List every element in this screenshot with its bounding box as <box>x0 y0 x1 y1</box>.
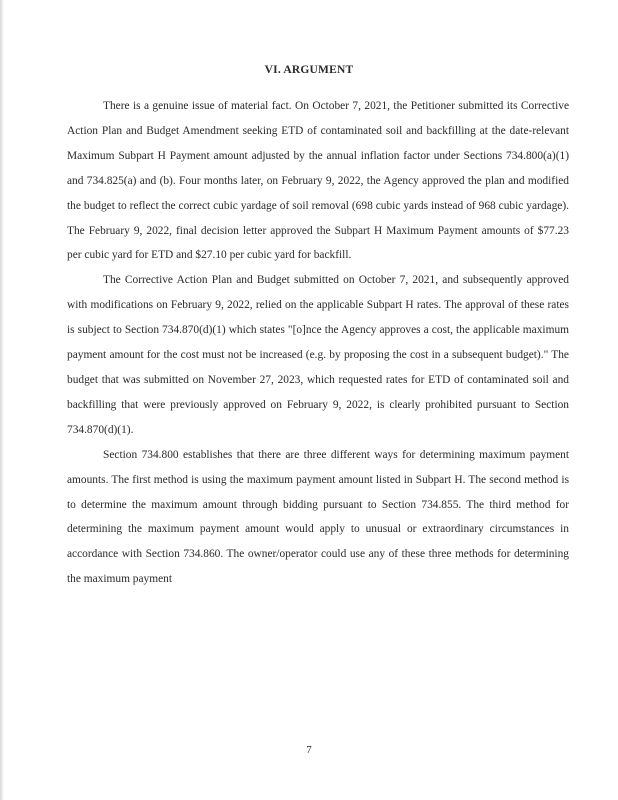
section-heading: VI. ARGUMENT <box>264 64 354 76</box>
page-number: 7 <box>306 744 312 756</box>
paragraph-genuine-issue: There is a genuine issue of material fact. On October 7, 2021, the Petitioner submitted its Corrective Action Plan and Budget Amendment seeking ETD of contaminated soil and backfilling at the date-relevant Maximum Subpart H Payment amount adjusted by the annual inflation factor under Sections 734.800(a)(1) and 734.825(a) and (b). Four months later, on February 9, 2022, the Agency approved the plan and modified the budget to reflect the correct cubic yardage of soil removal (698 cubic yards instead of 968 cubic yardage). The February 9, 2022, final decision letter approved the Subpart H Maximum Payment amounts of $77.23 per cubic yard for ETD and $27.10 per cubic yard for backfill. <box>67 100 569 262</box>
paragraph-corrective-action-plan: The Corrective Action Plan and Budget submitted on October 7, 2021, and subsequently approved with modifications on February 9, 2022, relied on the applicable Subpart H rates. The approval of these rates is subject to Section 734.870(d)(1) which states "[o]nce the Agency approves a cost, the applicable maximum payment amount for the cost must not be increased (e.g. by proposing the cost in a subsequent budget)." The budget that was submitted on November 27, 2023, which requested rates for ETD of contaminated soil and backfilling that were previously approved on February 9, 2022, is clearly prohibited pursuant to Section 734.870(d)(1). <box>67 274 569 436</box>
paragraph-section-734-800: Section 734.800 establishes that there are three different ways for determining maximum payment amounts. The first method is using the maximum payment amount listed in Subpart H. The second method is to determine the maximum amount through bidding pursuant to Section 734.855. The third method for determining the maximum payment amount would apply to unusual or extraordinary circumstances in accordance with Section 734.860. The owner/operator could use any of these three methods for determining the maximum payment <box>67 448 569 586</box>
body-text <box>67 94 569 592</box>
page-edge-shadow <box>0 0 4 800</box>
